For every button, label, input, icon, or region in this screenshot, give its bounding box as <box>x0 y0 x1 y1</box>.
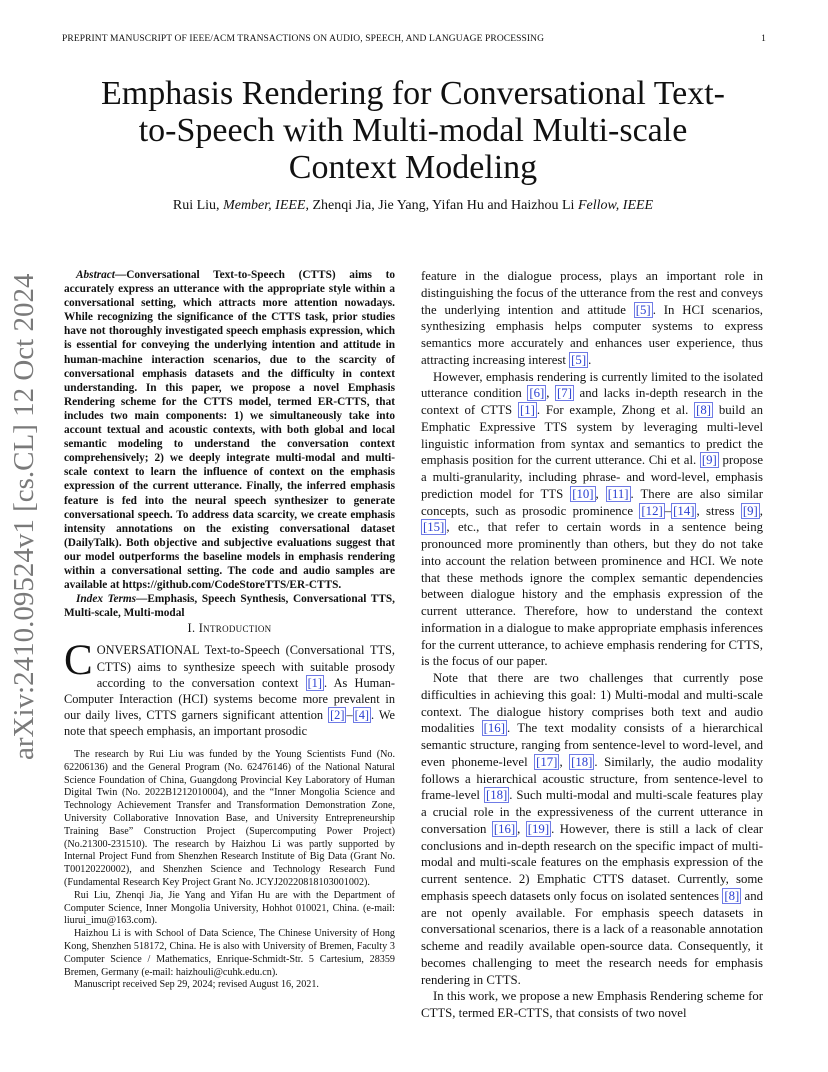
body-text: , <box>759 503 763 518</box>
body-text: . Such multi-modal and multi-scale features play a crucial role in the expressiveness of the current utterance in conversation <box>421 788 763 836</box>
body-text: . The text modality consists of a hierarchical semantic structure, ranging from sentence-level to word-level, and even phoneme-level <box>421 721 763 769</box>
citation-link[interactable]: [12] <box>641 503 663 518</box>
citation-link[interactable]: [14] <box>673 503 695 518</box>
body-text: . However, there is still a lack of clear conclusions and in-depth research on the specific impact of multi-modal and multi-scale features on the emphasis expression of the current sentence. 2) Emphatic CTTS dataset. Currently, some emphasis speech datasets only focus on isolated sentences <box>421 821 764 903</box>
citation-link[interactable]: [15] <box>423 520 445 535</box>
body-paragraph-2 <box>421 369 763 671</box>
footnote-affiliation-2: Haizhou Li is with School of Data Science, The Chinese University of Hong Kong, Shenzhen 518172, China. He is also with University of Bremen, Faculty 3 Computer Science / Mathematics, Enrique-Schmidt-Str. 5 Cartesium, 28359 Bremen, Germany (e-mail: haizhouli@cuhk.edu.cn). <box>64 928 395 978</box>
authors-role-2: Fellow, IEEE <box>577 198 654 213</box>
left-column <box>64 268 395 992</box>
body-text: . For example, Zhong et al. <box>536 403 695 417</box>
arxiv-identifier: arXiv:2410.09524v1 [cs.CL] 12 Oct 2024 <box>8 273 40 760</box>
citation-link[interactable]: [2] <box>330 707 345 722</box>
intro-lead: ONVERSATIONAL <box>96 643 200 658</box>
body-text: , stress <box>696 503 741 518</box>
citation-link[interactable]: [8] <box>696 403 712 417</box>
author-list <box>100 198 726 214</box>
intro-dash: – <box>346 707 353 722</box>
body-text: – <box>664 503 672 518</box>
body-text: build an Emphatic Expressive TTS system by leveraging multi-level linguistic information from syntax and semantics to predict the emphasis position for the current utterance. Chi et al. <box>421 403 763 468</box>
citation-link[interactable]: [5] <box>571 352 587 367</box>
citation-link[interactable]: [18] <box>571 754 593 769</box>
authors-part-b: , Zhenqi Jia, Jie Yang, Yifan Hu and Haizhou Li <box>305 198 578 213</box>
body-text: and lacks in-depth research in the context of CTTS <box>421 386 763 417</box>
intro-text-b: . As Human-Computer Interaction (HCI) systems become more prevalent in our daily lives, CTTS garners significant attention <box>64 675 395 722</box>
body-text: feature in the dialogue process, plays an important role in distinguishing the focus of the utterance from the rest and conveys the underlying intention and attitude <box>421 269 763 317</box>
paper-title: Emphasis Rendering for Conversational Text-to-Speech with Multi-modal Multi-scale Context Modeling <box>101 75 725 186</box>
body-paragraph-1 <box>421 268 763 369</box>
citation-link[interactable]: [1] <box>519 403 535 417</box>
footnote-affiliation-1: Rui Liu, Zhenqi Jia, Jie Yang and Yifan Hu are with the Department of Computer Science, Inner Mongolia University, Hohhot 010021, China. (e-mail: liurui_imu@163.com). <box>64 889 395 927</box>
page-number: 1 <box>761 34 766 44</box>
body-text: . There are also similar concepts, such as prosodic prominence <box>421 486 763 518</box>
citation-link[interactable]: [10] <box>572 486 594 501</box>
body-text: . In HCI scenarios, synthesizing emphasis helps computer systems to express semantics more accurately and enhances user experience, thus attracting increasing interest <box>421 302 763 367</box>
running-head <box>62 34 766 44</box>
index-terms-text: —Emphasis, Speech Synthesis, Conversational TTS, Multi-scale, Multi-modal <box>64 593 395 620</box>
body-text: , <box>559 754 570 769</box>
body-text: and are not openly available. For emphasis speech datasets in conversational scenarios, there is a lack of a reasonable annotation scheme and readily available open-source data. Consequently, it becomes challenging to meet the research needs for emphasis rendering in CTTS. <box>421 888 763 987</box>
body-text: However, emphasis rendering is currently limited to the isolated utterance condition <box>421 369 763 401</box>
running-head-text: PREPRINT MANUSCRIPT OF IEEE/ACM TRANSACTIONS ON AUDIO, SPEECH, AND LANGUAGE PROCESSING <box>62 34 545 44</box>
citation-link[interactable]: [18] <box>485 788 508 803</box>
body-paragraph-4: In this work, we propose a new Emphasis Rendering scheme for CTTS, termed ER-CTTS, that consists of two novel <box>421 989 763 1020</box>
right-column <box>421 268 763 1022</box>
citation-link[interactable]: [1] <box>307 675 322 690</box>
body-text: , <box>546 386 556 401</box>
abstract-label: Abstract <box>76 269 115 281</box>
citation-link[interactable]: [4] <box>354 707 370 722</box>
abstract <box>64 268 395 592</box>
footnotes <box>64 749 395 992</box>
citation-link[interactable]: [17] <box>536 754 558 769</box>
footnote-manuscript-dates: Manuscript received Sep 29, 2024; revised August 16, 2021. <box>74 979 319 991</box>
citation-link[interactable]: [7] <box>557 386 572 401</box>
citation-link[interactable]: [16] <box>493 821 516 836</box>
citation-link[interactable]: [9] <box>742 503 758 518</box>
intro-paragraph <box>64 637 396 739</box>
footnote-funding: The research by Rui Liu was funded by the Young Scientists Fund (No. 62206136) and the General Program (No. 62476146) of the National Natural Science Foundation of China, Guangdong Provincial Key Laboratory of Human Digital Twin (No. 2022B1212010004), and the “Inner Mongolia Science and Technology Achievement Transfer and Transformation Demonstration Zone, University Collaborative Innovation Base, and University Entrepreneurship Training Base” Construction Project (Supercomputing Power Project) (No.21300-231510). The research by Haizhou Li was partly supported by Internal Project Fund from Shenzhen Research Institute of Big Data (Grant No. T00120220002), and Shenzhen Science and Technology Research Fund (Fundamental Research Key Project Grant No. JCYJ20220818103001002). <box>64 749 395 888</box>
citation-link[interactable]: [8] <box>724 888 740 903</box>
drop-cap: C <box>64 637 93 685</box>
body-text: Note that there are two challenges that currently pose difficulties in achieving this goal: 1) Multi-modal and multi-scale context. The dialogue history comprises both text and audio modalities <box>421 671 763 736</box>
body-text: . Similarly, the audio modality follows a hierarchical acoustic structure, from sentence-level to frame-level <box>421 754 763 803</box>
abstract-text: —Conversational Text-to-Speech (CTTS) aims to accurately express an utterance with the appropriate style within a conversational setting, which attracts more attention nowadays. While recognizing the significance of the CTTS task, prior studies have not thoroughly investigated speech emphasis expression, which is essential for conveying the underlying intention and attitude in human-machine interaction scenarios, due to the scarcity of conversational emphasis datasets and the difficulty in context understanding. In this paper, we propose a novel Emphasis Rendering scheme for the CTTS model, termed ER-CTTS, that includes two main components: 1) we simultaneously take into account textual and acoustic contexts, with both global and local semantic modeling to understand the conversation context comprehensively; 2) we deeply integrate multi-modal and multi-scale context to learn the influence of context on the emphasis expression of the current utterance. Finally, the inferred emphasis feature is fed into the neural speech synthesizer to generate conversational speech. To address data scarcity, we create emphasis intensity annotations on the existing conversational dataset (DailyTalk). Both objective and subjective evaluations suggest that our model outperforms the baseline models in emphasis rendering within a conversational setting. The code and audio samples are available at https://github.com/CodeStoreTTS/ER-CTTS. <box>64 269 395 592</box>
citation-link[interactable]: [11] <box>607 486 629 501</box>
section-title: Introduction <box>198 621 272 636</box>
citation-link[interactable]: [9] <box>701 453 717 468</box>
citation-link[interactable]: [6] <box>529 386 545 401</box>
body-text: . <box>588 352 592 367</box>
section-number: I. <box>187 621 199 636</box>
intro-text-a: Text-to-Speech (Conversational TTS, CTTS) aims to synthesize speech with suitable prosody according to the conversation context <box>96 643 395 690</box>
authors-role: Member, IEEE <box>223 198 306 213</box>
index-terms-label: Index Terms <box>76 593 137 606</box>
body-paragraph-3 <box>421 670 763 988</box>
citation-link[interactable]: [16] <box>483 721 505 736</box>
body-text: , <box>517 821 526 836</box>
citation-link[interactable]: [5] <box>635 302 651 317</box>
body-text: propose a multi-granularity, including phrase- and word-level, emphasis prediction model for TTS <box>421 453 763 501</box>
body-text: , etc., that refer to certain words in a sentence being pronounced more prominently than others, but they do not take into account the relation between prominence and HCI. We note that these methods ignore the complex semantic dependencies between dialogue history and the emphasis expression of the current utterance. Therefore, how to understand the context information in a dialogue to make appropriate emphasis inferences for the current utterance, to achieve emphasis rendering for CTTS, is the focus of our paper. <box>421 520 763 669</box>
citation-link[interactable]: [19] <box>527 821 550 836</box>
index-terms <box>64 592 395 620</box>
authors-part-a: Rui Liu, <box>172 198 224 213</box>
intro-text-c: . We note that speech emphasis, an important prosodic <box>64 707 396 738</box>
section-heading-introduction <box>64 620 395 636</box>
body-text: , <box>595 486 606 501</box>
